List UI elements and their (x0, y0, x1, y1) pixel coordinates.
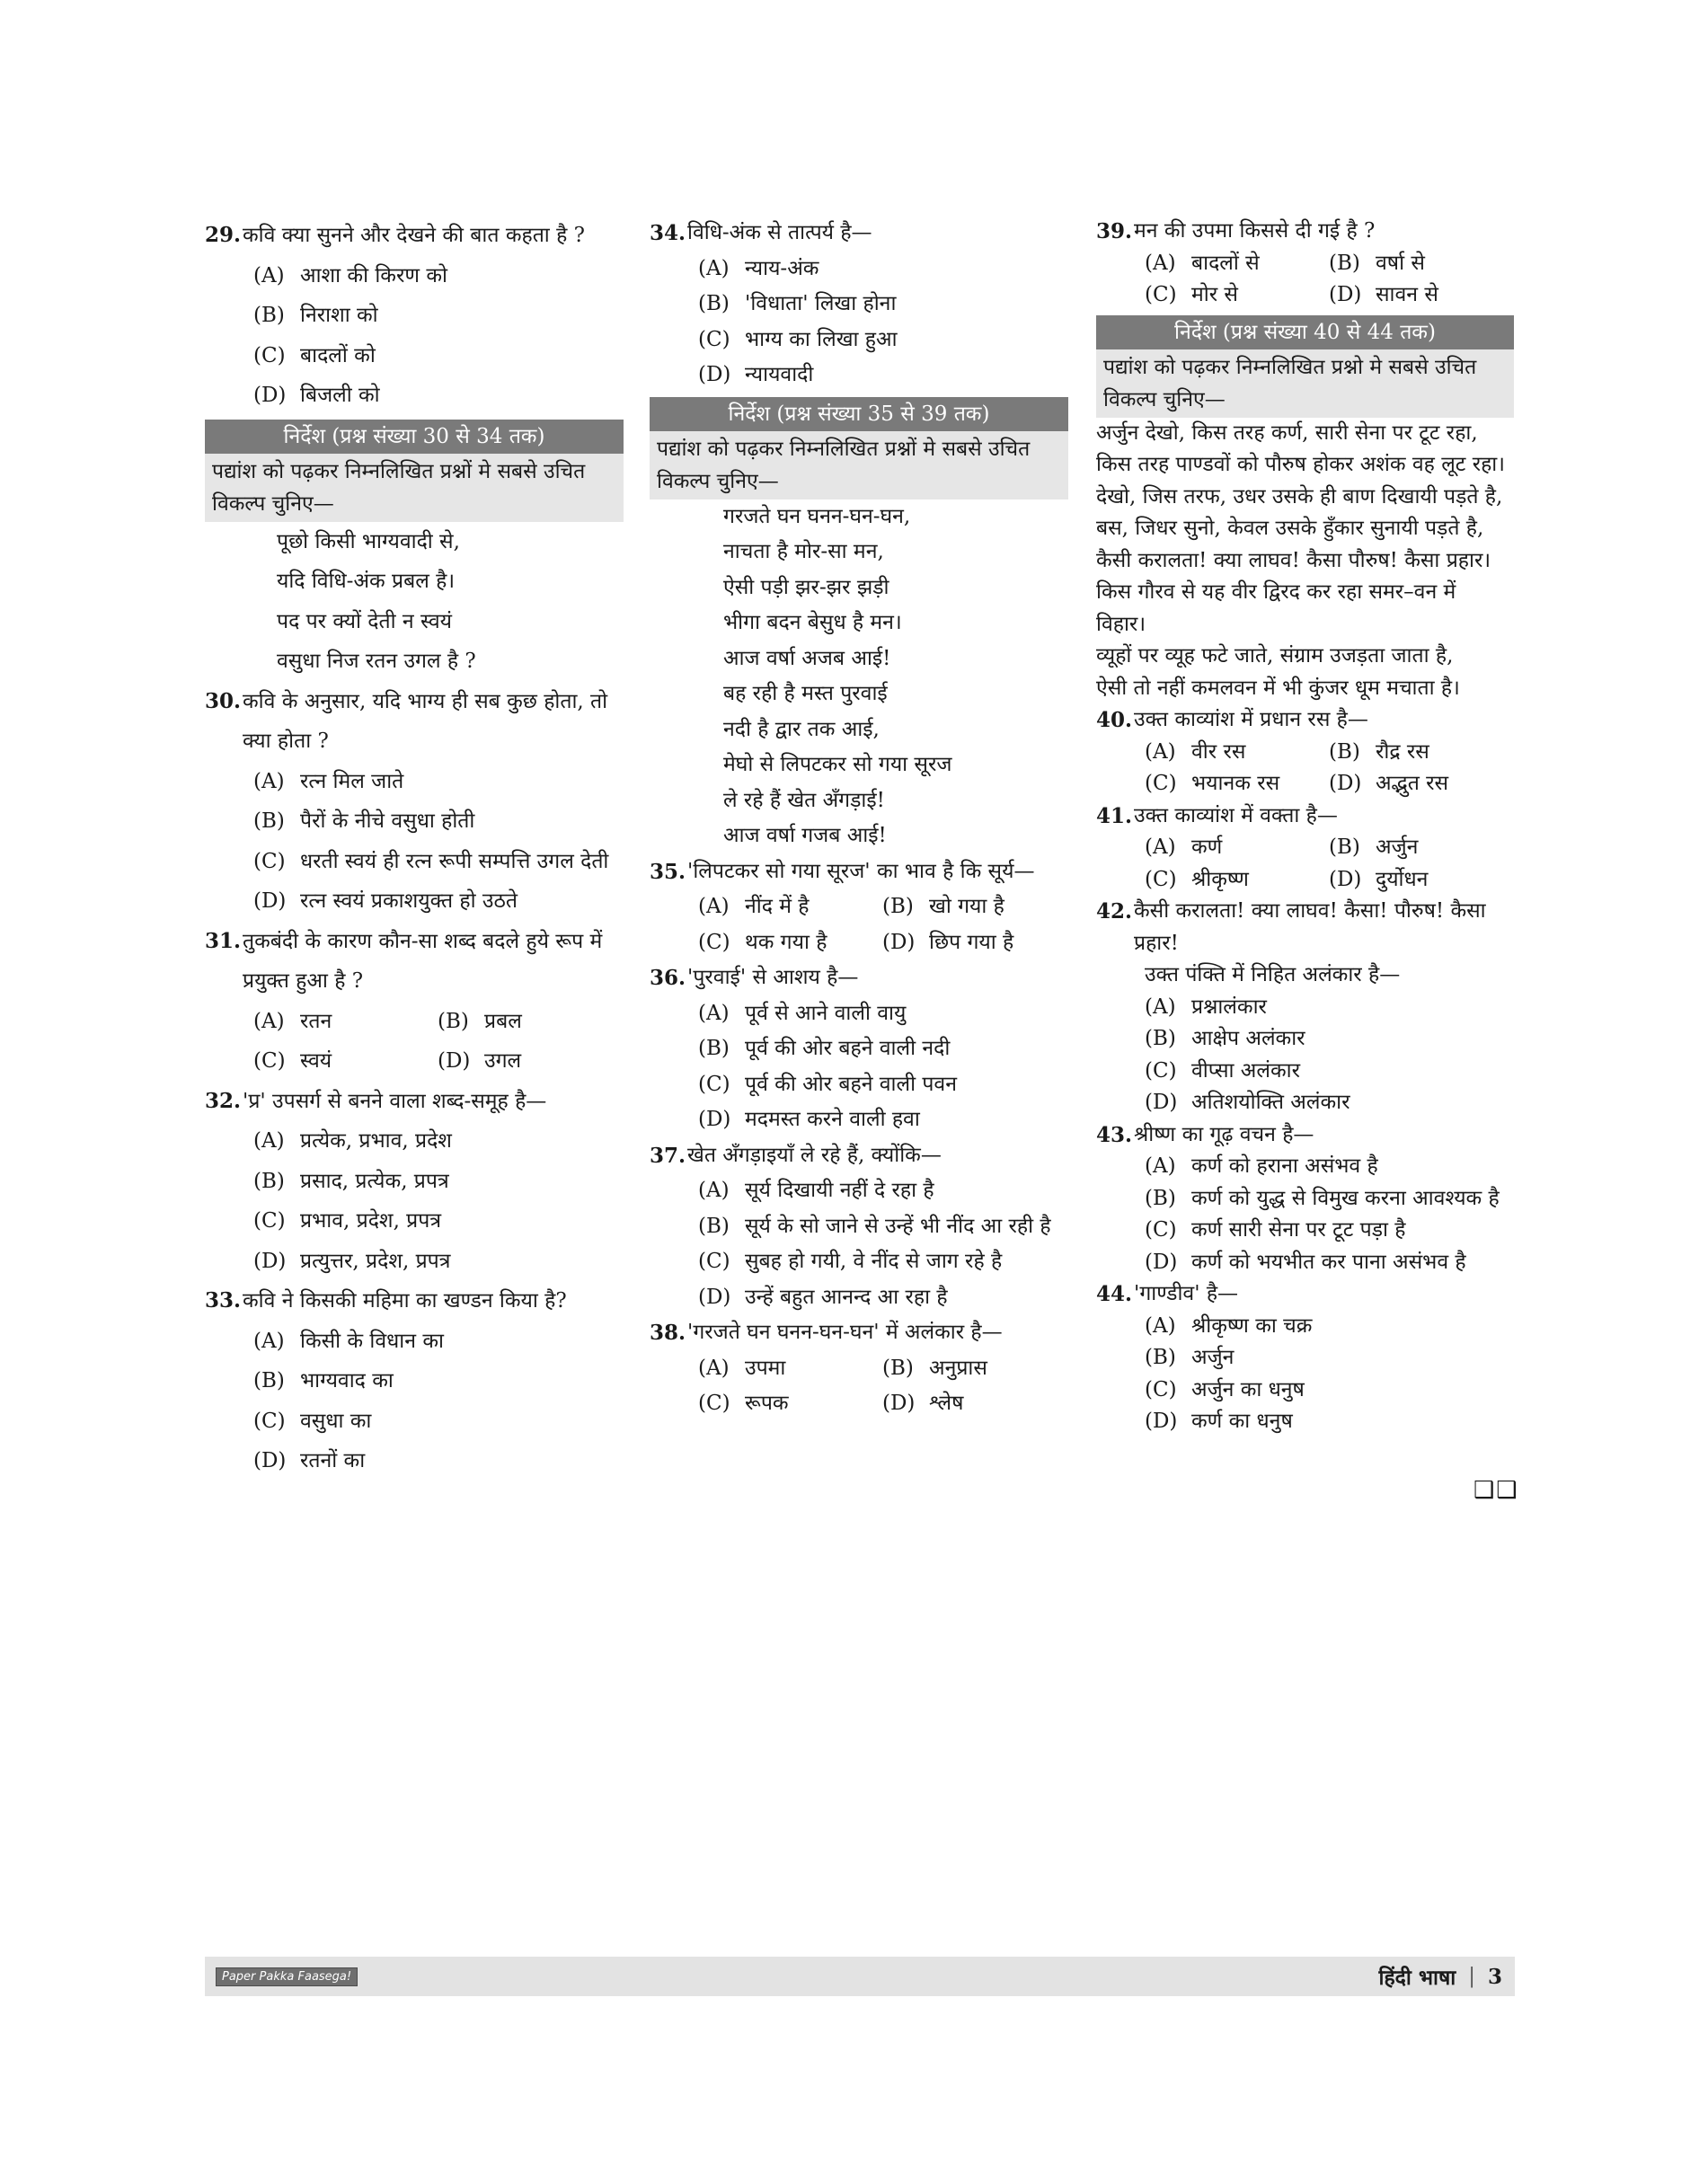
option-a: (A) आशा की किरण को (253, 263, 447, 287)
question-39 (1096, 216, 1514, 248)
option-d: (D) अतिशयोक्ति अलंकार (1145, 1091, 1350, 1114)
option-d: (D) सावन से (1329, 283, 1438, 306)
option-d: (D) कर्ण का धनुष (1145, 1410, 1293, 1433)
passage-line: देखो, जिस तरफ, उधर उसके ही बाण दिखायी पड़ते है, (1096, 484, 1503, 508)
option-c: (C) मोर से (1145, 283, 1238, 306)
footer-right (1379, 1962, 1503, 1991)
option-d: (D) कर्ण को भयभीत कर पाना असंभव है (1145, 1250, 1466, 1274)
option-c: (C) थक गया है (698, 930, 827, 954)
option-b: (B) रौद्र रस (1329, 739, 1429, 764)
option-a: (A) प्रश्नालंकार (1145, 995, 1267, 1019)
poem-line: भीगा बदन बेसुध है मन। (723, 611, 902, 634)
option-a: (A) श्रीकृष्ण का चक्र (1145, 1313, 1313, 1338)
question-38 (650, 1315, 1068, 1351)
poem-line: नाचता है मोर-सा मन, (723, 540, 884, 563)
option-d: (D) न्यायवादी (698, 363, 814, 386)
passage-line: कैसी करालता! क्या लाघव! कैसा पौरुष! कैसा प्रहार। (1096, 548, 1491, 572)
column-3 (1096, 216, 1514, 1438)
question-36 (650, 960, 1068, 996)
option-b: (B) प्रसाद, प्रत्येक, प्रपत्र (253, 1169, 449, 1193)
option-a: (A) प्रत्येक, प्रभाव, प्रदेश (253, 1129, 452, 1153)
direction-text: पद्यांश को पढ़कर निम्नलिखित प्रश्नो मे सबसे उचित विकल्प चुनिए— (1096, 349, 1514, 418)
option-b: (B) पूर्व की ओर बहने वाली नदी (698, 1037, 951, 1060)
question-number: 44. (1096, 1282, 1133, 1306)
question-text: कवि ने किसकी महिमा का खण्डन किया है? (243, 1289, 567, 1313)
question-text: 'पुरवाई' से आशय है— (687, 966, 859, 989)
option-c: (C) सुबह हो गयी, वे नींद से जाग रहे है (698, 1250, 1003, 1273)
option-b: (B) कर्ण को युद्ध से विमुख करना आवश्यक है (1145, 1186, 1500, 1210)
question-number: 38. (650, 1321, 686, 1345)
question-number: 33. (205, 1288, 242, 1313)
question-text: 'गाण्डीव' है— (1134, 1282, 1239, 1305)
question-text: कैसी करालता! क्या लाघव! कैसा! पौरुष! कैसा प्रहार! (1134, 899, 1486, 955)
option-c: (C) श्रीकृष्ण (1145, 867, 1249, 891)
option-b: (B) वर्षा से (1329, 251, 1425, 275)
question-number: 29. (205, 223, 242, 247)
option-b: (B) पैरों के नीचे वसुधा होती (253, 809, 475, 833)
option-row (1096, 832, 1514, 864)
poem-line: वसुधा निज रतन उगल है ? (277, 650, 476, 673)
option-d: (D) अद्भुत रस (1329, 772, 1449, 795)
question-text: उक्त काव्यांश में प्रधान रस है— (1134, 708, 1368, 731)
question-41 (1096, 800, 1514, 833)
option-row (1096, 864, 1514, 897)
question-44 (1096, 1278, 1514, 1311)
poem-line: ले रहे हैं खेत अँगड़ाई! (723, 788, 885, 812)
option-c: (C) भयानक रस (1145, 772, 1280, 795)
option-b: (B) भाग्यवाद का (253, 1369, 394, 1392)
option-row (1096, 768, 1514, 800)
question-number: 39. (1096, 219, 1133, 243)
question-number: 41. (1096, 803, 1133, 828)
brand-logo: Paper Pakka Faasega! (216, 1967, 358, 1986)
column-1 (205, 216, 624, 1481)
option-d: (D) दुर्योधन (1329, 867, 1429, 891)
question-number: 37. (650, 1143, 686, 1168)
option-c: (C) पूर्व की ओर बहने वाली पवन (698, 1072, 957, 1096)
option-row (650, 1386, 1068, 1422)
passage-line: ऐसी तो नहीं कमलवन में भी कुंजर धूम मचाता है। (1096, 676, 1460, 700)
option-b: (B) सूर्य के सो जाने से उन्हें भी नींद आ रही है (698, 1214, 1051, 1238)
option-row (1096, 248, 1514, 280)
poem-line: बह रही है मस्त पुरवाई (723, 682, 888, 705)
end-of-section-icon: ❑❑ (1473, 1477, 1519, 1504)
page-number: 3 (1487, 1964, 1502, 1989)
poem-line: यदि विधि-अंक प्रबल है। (277, 570, 456, 593)
option-c: (C) कर्ण सारी सेना पर टूट पड़ा है (1145, 1218, 1406, 1242)
poem-line: ऐसी पड़ी झर-झर झड़ी (723, 575, 889, 599)
question-34 (650, 216, 1068, 252)
question-text: 'प्र' उपसर्ग से बनने वाला शब्द-समूह है— (243, 1089, 547, 1113)
question-number: 36. (650, 966, 686, 990)
question-35 (650, 854, 1068, 890)
question-text: विधि-अंक से तात्पर्य है— (687, 221, 872, 244)
column-2 (650, 216, 1068, 1422)
option-c: (C) अर्जुन का धनुष (1145, 1377, 1305, 1401)
option-d: (D) उन्हें बहुत आनन्द आ रहा है (698, 1285, 948, 1309)
question-37 (650, 1138, 1068, 1174)
option-d: (D) उगल (438, 1049, 522, 1073)
option-b: (B) खो गया है (882, 895, 1004, 918)
footer-separator: | (1468, 1965, 1475, 1988)
option-d: (D) रतनों का (253, 1449, 366, 1472)
question-text: 'गरजते घन घनन-घन-घन' में अलंकार है— (687, 1321, 1003, 1344)
poem-line: पूछो किसी भाग्यवादी से, (277, 529, 460, 553)
option-row (205, 1041, 624, 1082)
question-43 (1096, 1119, 1514, 1152)
option-row (650, 889, 1068, 925)
option-a: (A) किसी के विधान का (253, 1329, 444, 1353)
passage-line: व्यूहों पर व्यूह फटे जाते, संग्राम उजड़ता जाता है, (1096, 644, 1454, 667)
direction-text: पद्यांश को पढ़कर निम्नलिखित प्रश्नों मे सबसे उचित विकल्प चुनिए— (650, 431, 1068, 499)
question-29 (205, 216, 624, 256)
question-text: कवि के अनुसार, यदि भाग्य ही सब कुछ होता, तो क्या होता ? (243, 689, 608, 753)
question-text: खेत अँगड़ाइयाँ ले रहे हैं, क्योंकि— (687, 1143, 942, 1167)
option-row (650, 1351, 1068, 1387)
option-c: (C) वसुधा का (253, 1409, 372, 1433)
passage-line: बस, जिधर सुनो, केवल उसके हुँकार सुनायी पड़ते है, (1096, 517, 1484, 540)
option-a: (A) न्याय-अंक (698, 256, 819, 280)
question-text: तुकबंदी के कारण कौन-सा शब्द बदले हुये रूप में प्रयुक्त हुआ है ? (243, 929, 603, 993)
poem-line: नदी है द्वार तक आई, (723, 717, 880, 741)
option-b: (B) प्रबल (438, 1009, 522, 1033)
option-a: (A) नींद में है (698, 895, 810, 918)
question-text: मन की उपमा किससे दी गई है ? (1134, 219, 1376, 243)
option-b: (B) 'विधाता' लिखा होना (698, 292, 897, 315)
question-subtext: उक्त पंक्ति में निहित अलंकार है— (1145, 963, 1401, 986)
option-a: (A) बादलों से (1145, 251, 1260, 275)
option-b: (B) अर्जुन (1145, 1346, 1235, 1369)
direction-heading: निर्देश (प्रश्न संख्या 40 से 44 तक) (1096, 315, 1514, 349)
question-number: 30. (205, 688, 242, 713)
question-42 (1096, 896, 1514, 959)
poem-line: आज वर्षा गजब आई! (723, 824, 887, 847)
question-32 (205, 1082, 624, 1122)
question-number: 31. (205, 928, 242, 953)
option-c: (C) धरती स्वयं ही रत्न रूपी सम्पत्ति उगल देती (253, 849, 609, 873)
option-a: (A) वीर रस (1145, 739, 1246, 764)
question-31 (205, 922, 624, 1002)
option-c: (C) वीप्सा अलंकार (1145, 1058, 1300, 1083)
question-number: 34. (650, 221, 686, 245)
question-33 (205, 1281, 624, 1322)
option-d: (D) छिप गया है (882, 930, 1014, 954)
passage-line: अर्जुन देखो, किस तरह कर्ण, सारी सेना पर टूट रहा, (1096, 420, 1478, 445)
option-c: (C) बादलों को (253, 343, 376, 367)
option-d: (D) श्लेष (882, 1392, 964, 1415)
option-d: (D) प्रत्युत्तर, प्रदेश, प्रपत्र (253, 1249, 451, 1273)
option-a: (A) रतन (253, 1009, 332, 1033)
question-30 (205, 682, 624, 762)
option-row (1096, 737, 1514, 769)
option-c: (C) प्रभाव, प्रदेश, प्रपत्र (253, 1209, 442, 1233)
question-number: 42. (1096, 899, 1133, 924)
question-number: 43. (1096, 1122, 1133, 1147)
option-a: (A) उपमा (698, 1356, 786, 1380)
direction-text: पद्यांश को पढ़कर निम्नलिखित प्रश्नों मे सबसे उचित विकल्प चुनिए— (205, 454, 624, 522)
option-c: (C) स्वयं (253, 1049, 332, 1073)
question-text: कवि क्या सुनने और देखने की बात कहता है ? (243, 224, 585, 247)
question-number: 35. (650, 859, 686, 884)
question-number: 32. (205, 1088, 242, 1113)
poem-line: गरजते घन घनन-घन-घन, (723, 504, 911, 528)
question-text: उक्त काव्यांश में वक्ता है— (1134, 803, 1338, 827)
option-b: (B) अनुप्रास (882, 1356, 987, 1380)
option-a: (A) रत्न मिल जाते (253, 769, 404, 793)
option-row (1096, 279, 1514, 312)
option-row (650, 925, 1068, 961)
option-a: (A) पूर्व से आने वाली वायु (698, 1001, 907, 1025)
question-number: 40. (1096, 708, 1133, 732)
direction-heading: निर्देश (प्रश्न संख्या 35 से 39 तक) (650, 397, 1068, 431)
subject-name: हिंदी भाषा (1378, 1966, 1456, 1990)
poem-line: पद पर क्यों देती न स्वयं (277, 609, 453, 633)
passage-line: किस गौरव से यह वीर द्विरद कर रहा समर–वन में (1096, 580, 1456, 604)
option-d: (D) रत्न स्वयं प्रकाशयुक्त हो उठते (253, 889, 518, 913)
option-row (205, 1002, 624, 1042)
page-footer (205, 1957, 1515, 1996)
poem-line: आज वर्षा अजब आई! (723, 646, 891, 670)
question-text: 'लिपटकर सो गया सूरज' का भाव है कि सूर्य— (687, 859, 1035, 883)
option-a: (A) सूर्य दिखायी नहीं दे रहा है (698, 1179, 934, 1202)
option-d: (D) मदमस्त करने वाली हवा (698, 1108, 920, 1131)
option-c: (C) रूपक (698, 1392, 789, 1415)
passage-line: किस तरह पाण्डवों को पौरुष होकर अशंक वह लूट रहा। (1096, 453, 1505, 476)
option-c: (C) भाग्य का लिखा हुआ (698, 327, 898, 351)
option-a: (A) कर्ण (1145, 835, 1223, 859)
option-b: (B) अर्जुन (1329, 835, 1419, 859)
direction-heading: निर्देश (प्रश्न संख्या 30 से 34 तक) (205, 420, 624, 454)
passage-line: विहार। (1096, 612, 1146, 636)
option-a: (A) कर्ण को हराना असंभव है (1145, 1154, 1378, 1178)
option-d: (D) बिजली को (253, 384, 380, 407)
option-b: (B) आक्षेप अलंकार (1145, 1027, 1305, 1050)
question-40 (1096, 704, 1514, 737)
option-b: (B) निराशा को (253, 304, 378, 327)
poem-line: मेघो से लिपटकर सो गया सूरज (723, 753, 952, 776)
question-text: श्रीष्ण का गूढ़ वचन है— (1134, 1122, 1314, 1146)
